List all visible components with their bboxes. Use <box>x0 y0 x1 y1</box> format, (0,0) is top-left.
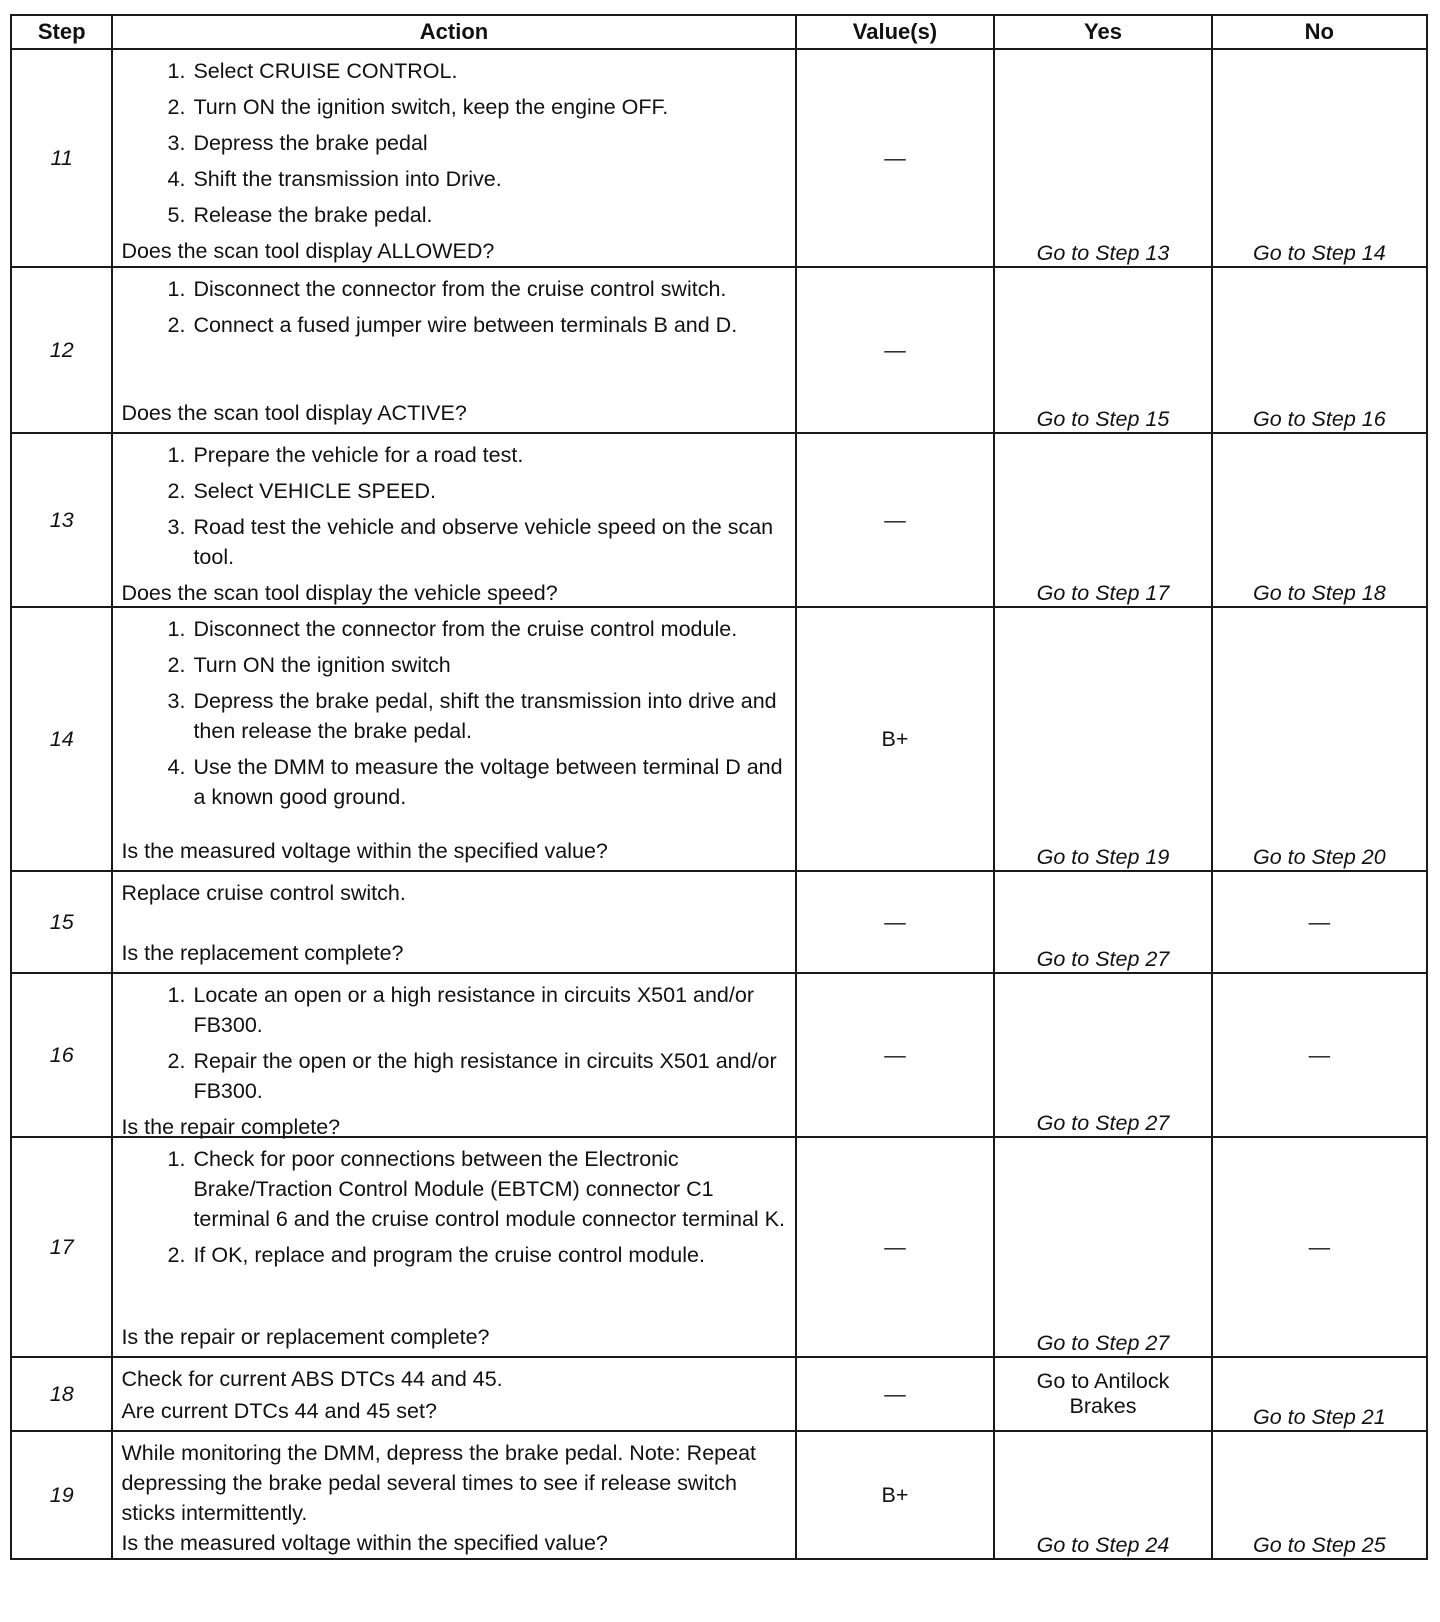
action-step-number: 4. <box>167 755 186 779</box>
header-action: Action <box>112 15 795 49</box>
no-outcome[interactable]: Go to Step 21 <box>1212 1357 1427 1431</box>
yes-outcome[interactable]: Go to Step 17 <box>994 433 1211 607</box>
action-step <box>149 512 786 572</box>
action-question: Are current DTCs 44 and 45 set? <box>121 1399 437 1423</box>
no-outcome[interactable]: Go to Step 25 <box>1212 1431 1427 1559</box>
action-step-number: 2. <box>167 1049 186 1073</box>
no-outcome[interactable]: Go to Step 14 <box>1212 49 1427 267</box>
action-step-text: Shift the transmission into Drive. <box>193 167 502 191</box>
action-step-number: 1. <box>167 983 186 1007</box>
step-number: 14 <box>11 607 112 871</box>
header-step: Step <box>11 15 112 49</box>
action-step-text: Select CRUISE CONTROL. <box>193 59 458 83</box>
header-yes: Yes <box>994 15 1211 49</box>
value-cell: — <box>796 433 995 607</box>
action-step-number: 1. <box>167 277 186 301</box>
action-step-number: 1. <box>167 1147 186 1171</box>
action-step-number: 5. <box>167 203 186 227</box>
action-steps-list <box>121 1144 786 1270</box>
action-step <box>149 1046 786 1106</box>
action-cell <box>112 1137 795 1357</box>
yes-outcome[interactable]: Go to Step 15 <box>994 267 1211 433</box>
action-step-text: Connect a fused jumper wire between terminals B and D. <box>193 313 738 337</box>
action-cell <box>112 433 795 607</box>
action-step-text: Turn ON the ignition switch <box>193 653 451 677</box>
action-instruction: Check for current ABS DTCs 44 and 45. <box>121 1367 503 1391</box>
step-number: 16 <box>11 973 112 1137</box>
action-steps-list <box>121 274 786 340</box>
table-row <box>11 973 1427 1137</box>
value-cell: — <box>796 267 995 433</box>
action-step-number: 2. <box>167 1243 186 1267</box>
action-step <box>149 686 786 746</box>
action-steps-list <box>121 614 786 812</box>
table-row <box>11 433 1427 607</box>
action-step-number: 3. <box>167 689 186 713</box>
yes-outcome[interactable]: Go to Step 13 <box>994 49 1211 267</box>
action-question: Is the measured voltage within the specified value? <box>121 1531 608 1555</box>
action-question: Is the replacement complete? <box>121 941 404 965</box>
action-step <box>149 752 786 812</box>
step-number: 13 <box>11 433 112 607</box>
table-row <box>11 1357 1427 1431</box>
action-step-text: Road test the vehicle and observe vehicle speed on the scan tool. <box>193 515 774 569</box>
action-step-number: 4. <box>167 167 186 191</box>
table-row <box>11 1137 1427 1357</box>
action-step-number: 1. <box>167 617 186 641</box>
no-outcome: — <box>1212 871 1427 973</box>
action-step-text: Select VEHICLE SPEED. <box>193 479 437 503</box>
action-step-text: Use the DMM to measure the voltage between terminal D and a known good ground. <box>193 755 783 809</box>
action-step <box>149 200 786 230</box>
action-step <box>149 164 786 194</box>
table-row <box>11 871 1427 973</box>
no-outcome[interactable]: Go to Step 16 <box>1212 267 1427 433</box>
action-step-text: Prepare the vehicle for a road test. <box>193 443 524 467</box>
header-values: Value(s) <box>796 15 995 49</box>
table-body <box>11 49 1427 1559</box>
no-outcome[interactable]: Go to Step 18 <box>1212 433 1427 607</box>
action-step-number: 2. <box>167 313 186 337</box>
action-steps-list <box>121 56 786 230</box>
header-row <box>11 15 1427 49</box>
no-outcome[interactable]: Go to Step 20 <box>1212 607 1427 871</box>
step-number: 19 <box>11 1431 112 1559</box>
action-step <box>149 1240 786 1270</box>
action-cell <box>112 49 795 267</box>
action-step <box>149 650 786 680</box>
action-step-number: 2. <box>167 479 186 503</box>
step-number: 17 <box>11 1137 112 1357</box>
action-question: Is the repair or replacement complete? <box>121 1325 490 1349</box>
action-step-text: Disconnect the connector from the cruise control module. <box>193 617 738 641</box>
no-outcome: — <box>1212 973 1427 1137</box>
action-cell <box>112 267 795 433</box>
action-cell <box>112 607 795 871</box>
action-step-number: 2. <box>167 653 186 677</box>
yes-outcome[interactable]: Go to Step 24 <box>994 1431 1211 1559</box>
yes-outcome[interactable]: Go to Step 19 <box>994 607 1211 871</box>
header-no: No <box>1212 15 1427 49</box>
action-step <box>149 1144 786 1234</box>
action-cell <box>112 871 795 973</box>
action-question: Does the scan tool display ALLOWED? <box>121 239 495 263</box>
action-step-text: Check for poor connections between the Electronic Brake/Traction Control Module (EBTCM) connector C1 terminal 6 and the cruise control module connector terminal K. <box>193 1147 785 1231</box>
table-row <box>11 49 1427 267</box>
action-step <box>149 980 786 1040</box>
action-question: Is the measured voltage within the specified value? <box>121 839 608 863</box>
value-cell: — <box>796 1137 995 1357</box>
action-step-number: 3. <box>167 515 186 539</box>
action-steps-list <box>121 440 786 572</box>
action-step-number: 2. <box>167 95 186 119</box>
yes-outcome[interactable]: Go to Antilock Brakes <box>994 1357 1211 1431</box>
action-step-text: Repair the open or the high resistance in circuits X501 and/or FB300. <box>193 1049 777 1103</box>
yes-outcome[interactable]: Go to Step 27 <box>994 1137 1211 1357</box>
action-steps-list <box>121 980 786 1106</box>
action-step-text: If OK, replace and program the cruise control module. <box>193 1243 705 1267</box>
action-step-number: 1. <box>167 443 186 467</box>
action-step-text: Release the brake pedal. <box>193 203 433 227</box>
step-number: 11 <box>11 49 112 267</box>
step-number: 12 <box>11 267 112 433</box>
action-step-text: Depress the brake pedal, shift the transmission into drive and then release the brake pedal. <box>193 689 777 743</box>
action-cell <box>112 973 795 1137</box>
action-question: Does the scan tool display the vehicle speed? <box>121 581 558 605</box>
action-step-number: 3. <box>167 131 186 155</box>
diagnostic-table <box>10 14 1428 1560</box>
yes-outcome[interactable]: Go to Step 27 <box>994 973 1211 1137</box>
action-step <box>149 614 786 644</box>
value-cell: — <box>796 871 995 973</box>
action-instruction: Replace cruise control switch. <box>121 881 406 905</box>
action-question: Does the scan tool display ACTIVE? <box>121 401 467 425</box>
table-row <box>11 607 1427 871</box>
step-number: 15 <box>11 871 112 973</box>
value-cell: — <box>796 49 995 267</box>
no-outcome: — <box>1212 1137 1427 1357</box>
table-row <box>11 1431 1427 1559</box>
action-step-text: Turn ON the ignition switch, keep the engine OFF. <box>193 95 669 119</box>
value-cell: B+ <box>796 1431 995 1559</box>
action-step <box>149 92 786 122</box>
action-step-number: 1. <box>167 59 186 83</box>
action-step-text: Disconnect the connector from the cruise control switch. <box>193 277 727 301</box>
action-step-text: Depress the brake pedal <box>193 131 428 155</box>
action-step <box>149 440 786 470</box>
action-step <box>149 476 786 506</box>
action-step <box>149 310 786 340</box>
value-cell: B+ <box>796 607 995 871</box>
action-question: Is the repair complete? <box>121 1115 341 1139</box>
step-number: 18 <box>11 1357 112 1431</box>
value-cell: — <box>796 1357 995 1431</box>
action-step <box>149 128 786 158</box>
action-cell <box>112 1431 795 1559</box>
action-step <box>149 56 786 86</box>
action-step-text: Locate an open or a high resistance in circuits X501 and/or FB300. <box>193 983 754 1037</box>
value-cell: — <box>796 973 995 1137</box>
action-cell <box>112 1357 795 1431</box>
action-step <box>149 274 786 304</box>
yes-outcome[interactable]: Go to Step 27 <box>994 871 1211 973</box>
action-instruction: While monitoring the DMM, depress the brake pedal. Note: Repeat depressing the brake pedal several times to see if release switch sticks intermittently. <box>121 1441 757 1525</box>
table-row <box>11 267 1427 433</box>
